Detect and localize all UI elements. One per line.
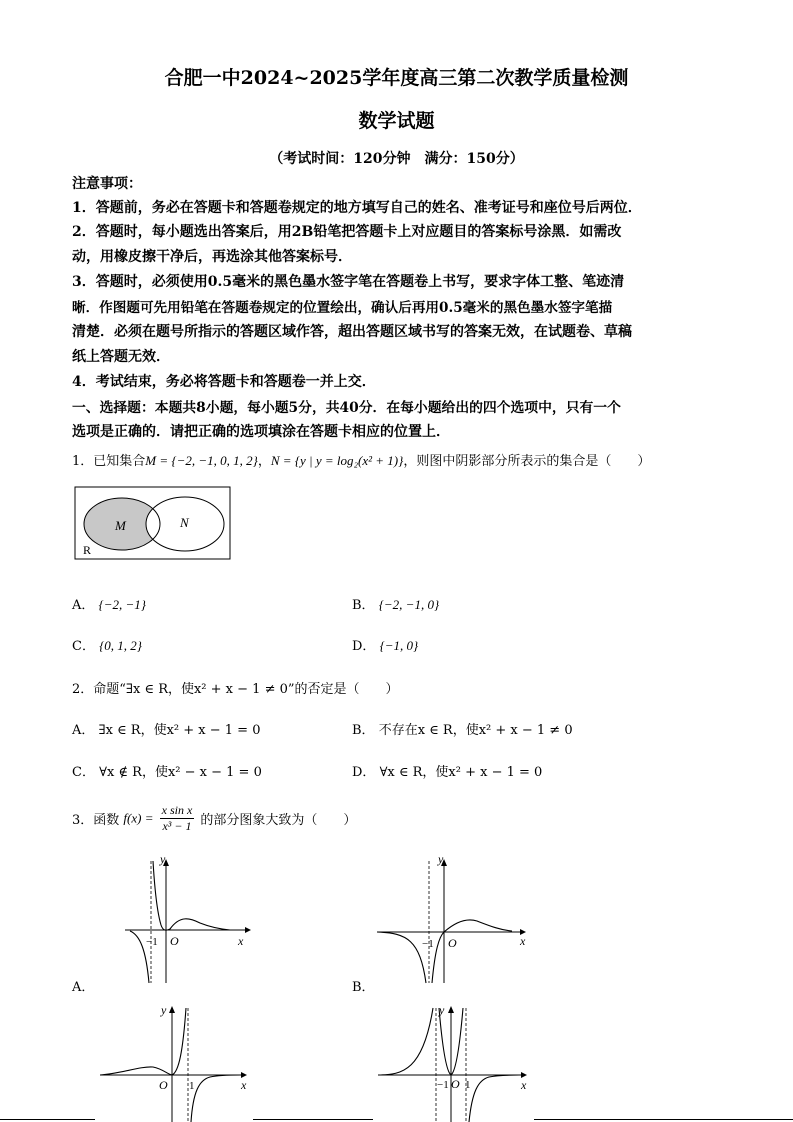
y-label: y [160,855,166,866]
q2-option-a[interactable] [72,719,260,738]
q2-option-b[interactable] [352,719,573,738]
option-label: C． [72,765,95,780]
venn-label-m: M [115,518,126,533]
y-label: y [438,855,444,866]
curve-right [469,1075,519,1122]
graph-b [372,855,532,985]
q1-option-b[interactable] [352,594,439,613]
graph-a-label[interactable]: A． [72,980,95,995]
option-label: A． [72,598,95,613]
exam-title: 合肥一中2024~2025学年度高三第二次教学质量检测 [164,67,629,89]
note-line: 动，用橡皮擦干净后，再选涂其他答案标号． [72,249,352,265]
notes-heading: 注意事项： [72,176,142,192]
y-label: y [161,1003,167,1017]
origin-label: O [159,1078,168,1092]
question-1-stem [72,450,650,469]
option-text: {−2, −1, 0} [378,597,440,612]
option-label: D． [352,639,376,654]
question-2-stem: 2．命题“∃x ∈ R，使x² + x − 1 ≠ 0”的否定是（ ） [72,682,399,697]
question-3-stem [72,803,356,834]
q3-suffix: 的部分图象大致为（ ） [200,813,357,828]
tick-label: −1 [437,1079,449,1091]
x-label: x [241,1078,247,1092]
q3-prefix: 3．函数 [72,813,120,828]
origin-label: O [451,1077,460,1091]
section-heading: 一、选择题：本题共8小题，每小题5分，共40分．在每小题给出的四个选项中，只有一个 [72,400,621,416]
fraction-numerator: x sin x [161,803,193,817]
y-axis-arrow-icon [169,1006,175,1013]
y-label: y [439,1003,445,1017]
note-line: 4．考试结束，务必将答题卡和答题卷一并上交． [72,374,376,390]
x-axis-arrow-icon [245,927,251,933]
option-text: {−1, 0} [379,638,419,653]
venn-label-r: R [83,543,92,557]
q1-suffix: ，则图中阴影部分所表示的集合是（ ） [403,454,651,469]
exam-info: （考试时间：120分钟 满分：150分） [269,151,524,167]
q2-option-d[interactable] [352,761,542,780]
option-text: ∀x ∉ R，使x² − x − 1 = 0 [99,765,262,780]
section-heading: 选项是正确的．请把正确的选项填涂在答题卡相应的位置上． [72,424,450,440]
tick-label: 1 [465,1079,471,1091]
q1-comma: ， [257,454,271,469]
graph-a [120,855,255,985]
graph-c [95,1000,260,1122]
footer-rule [253,1119,373,1120]
note-line: 2．答题时，每小题选出答案后，用2B铅笔把答题卡上对应题目的答案标号涂黑．如需改 [72,224,622,240]
origin-label: O [170,934,179,948]
option-label: D． [352,765,376,780]
option-label: C． [72,639,95,654]
option-text: ∃x ∈ R，使x² + x − 1 = 0 [98,723,261,738]
y-axis-arrow-icon [448,1006,454,1013]
note-line: 纸上答题无效． [72,349,170,365]
note-line: 1．答题前，务必在答题卡和答题卷规定的地方填写自己的姓名、准考证号和座位号后两位． [72,200,642,216]
option-text: ∀x ∈ R，使x² + x − 1 = 0 [379,765,543,780]
option-label: B． [352,723,375,738]
curve-left [100,1008,186,1075]
function-name: f(x) = [123,810,154,826]
footer-rule [0,1119,95,1120]
q1-option-c[interactable] [72,635,142,654]
fraction-denominator: x³ − 1 [162,819,192,833]
q1-prefix: 1．已知集合 [72,454,146,469]
graph-b-label[interactable]: B． [352,980,375,995]
curve-right [191,1075,240,1122]
tick-label: −1 [422,938,434,950]
option-text: {0, 1, 2} [99,638,142,653]
footer-rule [534,1119,793,1120]
graph-d [373,1000,538,1122]
exam-subtitle: 数学试题 [358,110,435,132]
tick-label: 1 [189,1080,195,1092]
note-line: 晰．作图题可先用铅笔在答题卷规定的位置绘出，确认后再用0.5毫米的黑色墨水签字笔描 [72,300,613,316]
q1-option-d[interactable] [352,635,418,654]
option-label: B． [352,598,375,613]
venn-label-n: N [180,515,189,530]
x-label: x [520,934,526,948]
option-text: {−2, −1} [98,597,146,612]
q1-option-a[interactable] [72,594,146,613]
curve-left [377,932,426,983]
fraction [160,803,195,834]
set-m: M = {−2, −1, 0, 1, 2} [145,453,258,468]
option-label: A． [72,723,95,738]
set-n: N = {y | y = log₂(x² + 1)} [270,453,404,468]
x-label: x [238,934,244,948]
origin-label: O [448,936,457,950]
venn-diagram [74,486,234,561]
tick-label: −1 [146,936,158,948]
note-line: 清楚．必须在题号所指示的答题区域作答，超出答题区域书写的答案无效，在试题卷、草稿 [72,324,632,340]
curve-left [378,1008,433,1075]
q2-option-c[interactable] [72,761,262,780]
curve-right [153,861,230,930]
option-text: 不存在x ∈ R，使x² + x − 1 ≠ 0 [378,723,573,738]
note-line: 3．答题时，必须使用0.5毫米的黑色墨水签字笔在答题卷上书写，要求字体工整、笔迹清 [72,274,625,290]
x-label: x [521,1078,527,1092]
